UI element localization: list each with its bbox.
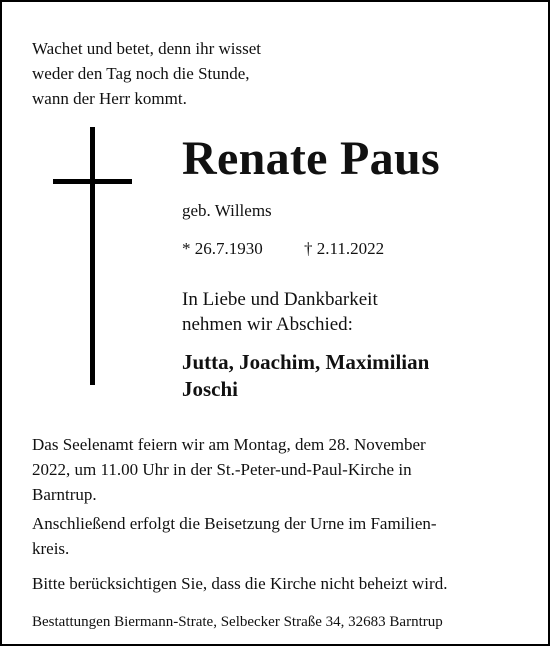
bible-verse bbox=[32, 36, 261, 111]
heating-note: Bitte berücksichtigen Sie, dass die Kirche nicht beheizt wird. bbox=[32, 574, 448, 593]
cross-horizontal-bar bbox=[53, 179, 132, 184]
verse-line: weder den Tag noch die Stunde, bbox=[32, 64, 250, 83]
deceased-name: Renate Paus bbox=[182, 132, 440, 185]
requiem-line: Das Seelenamt feiern wir am Montag, dem 28. November bbox=[32, 435, 426, 454]
verse-line: Wachet und betet, denn ihr wisset bbox=[32, 39, 262, 58]
requiem-line: Barntrup. bbox=[32, 485, 97, 504]
burial-line: Anschließend erfolgt die Beisetzung der Urne im Familien- bbox=[32, 514, 437, 533]
death-date: † 2.11.2022 bbox=[304, 239, 385, 258]
farewell-text bbox=[182, 287, 378, 337]
cross-vertical-bar bbox=[90, 127, 95, 385]
mourners-line: Jutta, Joachim, Maximilian bbox=[182, 350, 430, 374]
requiem-info bbox=[32, 432, 426, 507]
birth-date: * 26.7.1930 bbox=[182, 239, 263, 258]
mourners-line: Joschi bbox=[182, 377, 239, 401]
verse-line: wann der Herr kommt. bbox=[32, 89, 187, 108]
farewell-line: In Liebe und Dankbarkeit bbox=[182, 289, 378, 310]
mourners-names bbox=[182, 349, 429, 403]
undertaker-info: Bestattungen Biermann-Strate, Selbecker Straße 34, 32683 Barntrup bbox=[32, 614, 443, 630]
requiem-line: 2022, um 11.00 Uhr in der St.-Peter-und-Paul-Kirche in bbox=[32, 460, 412, 479]
maiden-name: geb. Willems bbox=[182, 201, 272, 220]
burial-line: kreis. bbox=[32, 539, 70, 558]
burial-info bbox=[32, 511, 437, 561]
farewell-line: nehmen wir Abschied: bbox=[182, 314, 353, 335]
